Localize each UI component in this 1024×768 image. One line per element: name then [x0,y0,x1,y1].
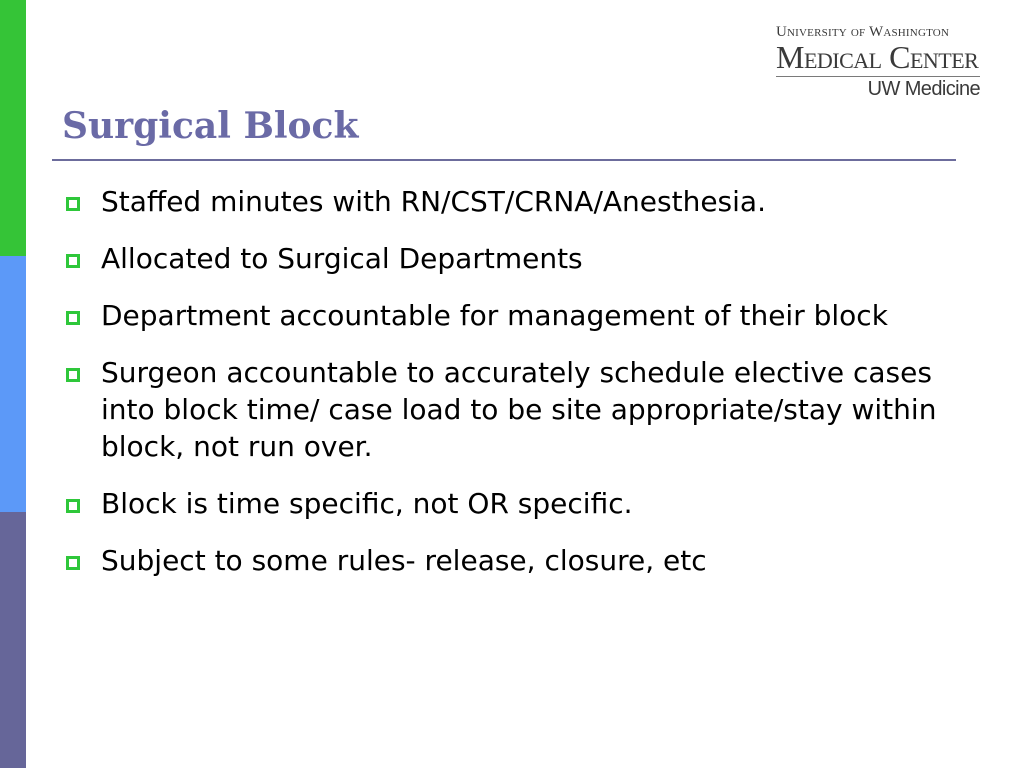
square-bullet-icon [66,368,80,382]
sidebar-blue-segment [0,256,26,512]
bullet-text: Allocated to Surgical Departments [101,242,583,275]
logo-divider [776,76,980,77]
bullet-text: Subject to some rules- release, closure, etc [101,544,707,577]
logo-uw-medicine-text: UW Medicine [867,78,980,100]
bullet-text: Department accountable for management of their block [101,299,888,332]
logo-university-text: University of Washington [776,24,950,40]
slide-title: Surgical Block [62,105,359,147]
logo-medical-center-text: Medical Center [776,39,979,75]
bullet-item-staffed-minutes [62,183,961,220]
bullet-text: Block is time specific, not OR specific. [101,487,633,520]
square-bullet-icon [66,254,80,268]
square-bullet-icon [66,311,80,325]
uw-medical-center-logo [776,24,980,100]
sidebar-purple-segment [0,512,26,768]
title-divider [52,159,956,161]
bullet-item-department-accountable [62,297,961,334]
bullet-item-surgeon-accountable [62,354,961,465]
bullet-item-rules [62,542,961,579]
bullet-text: Surgeon accountable to accurately schedule elective cases into block time/ case load to be site appropriate/stay within block, not run over. [101,356,937,463]
bullet-item-allocated [62,240,961,277]
bullet-item-time-specific [62,485,961,522]
bullet-text: Staffed minutes with RN/CST/CRNA/Anesthesia. [101,185,766,218]
square-bullet-icon [66,197,80,211]
bullet-list [62,183,982,599]
square-bullet-icon [66,556,80,570]
sidebar-green-segment [0,0,26,256]
square-bullet-icon [66,499,80,513]
